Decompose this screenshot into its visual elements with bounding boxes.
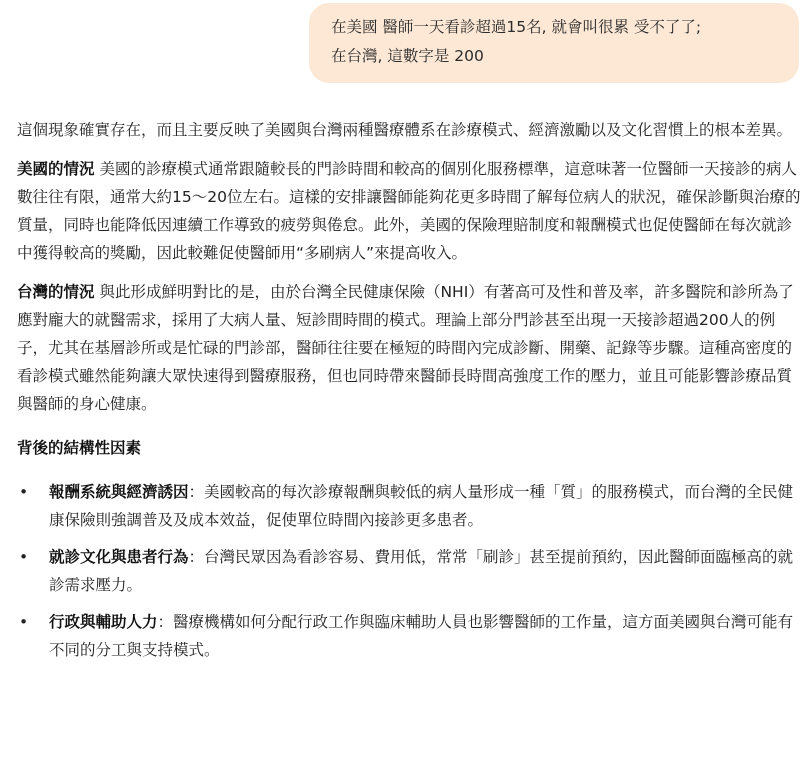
user-message-bubble (309, 3, 799, 83)
us-paragraph (17, 155, 802, 267)
list-item (17, 543, 802, 599)
list-item (17, 608, 802, 664)
tw-heading: 台灣的情況 (17, 283, 95, 301)
tw-paragraph (17, 278, 802, 418)
us-heading: 美國的情況 (17, 160, 95, 178)
factor-text: ：台灣民眾因為看診容易、費用低，常常「刷診」甚至提前預約，因此醫師面臨極高的就診需求壓力。 (49, 548, 794, 594)
bullet-icon: • (19, 613, 29, 631)
factor-title: 就診文化與患者行為 (49, 548, 189, 566)
factor-text: ：美國較高的每次診療報酬與較低的病人量形成一種「質」的服務模式，而台灣的全民健康保險則強調普及及成本效益，促使單位時間內接診更多患者。 (49, 483, 794, 529)
factor-title: 報酬系統與經濟誘因 (49, 483, 189, 501)
bullet-icon: • (19, 548, 29, 566)
user-message-line-1: 在美國 醫師一天看診超過15名, 就會叫很累 受不了了; (331, 18, 702, 36)
factors-list (17, 478, 802, 664)
assistant-response (17, 116, 802, 673)
us-text: 美國的診療模式通常跟隨較長的門診時間和較高的個別化服務標準，這意味著一位醫師一天接診的病人數往往有限，通常大約15～20位左右。這樣的安排讓醫師能夠花更多時間了解每位病人的狀況，確保診斷與治療的質量，同時也能降低因連續工作導致的疲勞與倦怠。此外，美國的保險理賠制度和報酬模式也促使醫師在每次就診中獲得較高的獎勵，因此較難促使醫師用“多刷病人”來提高收入。 (17, 160, 801, 262)
structural-factors-heading: 背後的結構性因素 (17, 439, 142, 457)
user-message-line-2: 在台灣, 這數字是 200 (331, 47, 484, 65)
bullet-icon: • (19, 483, 29, 501)
response-intro: 這個現象確實存在，而且主要反映了美國與台灣兩種醫療體系在診療模式、經濟激勵以及文化習慣上的根本差異。 (17, 121, 793, 139)
list-item (17, 478, 802, 534)
tw-text: 與此形成鮮明對比的是，由於台灣全民健康保險（NHI）有著高可及性和普及率，許多醫院和診所為了應對龐大的就醫需求，採用了大病人量、短診間時間的模式。理論上部分門診甚至出現一天接診超過200人的例子，尤其在基層診所或是忙碌的門診部，醫師往往要在極短的時間內完成診斷、開藥、記錄等步驟。這種高密度的看診模式雖然能夠讓大眾快速得到醫療服務，但也同時帶來醫師長時間高強度工作的壓力，並且可能影響診療品質與醫師的身心健康。 (17, 283, 794, 413)
factor-title: 行政與輔助人力 (49, 613, 158, 631)
factor-text: ：醫療機構如何分配行政工作與臨床輔助人員也影響醫師的工作量，這方面美國與台灣可能有不同的分工與支持模式。 (49, 613, 794, 659)
